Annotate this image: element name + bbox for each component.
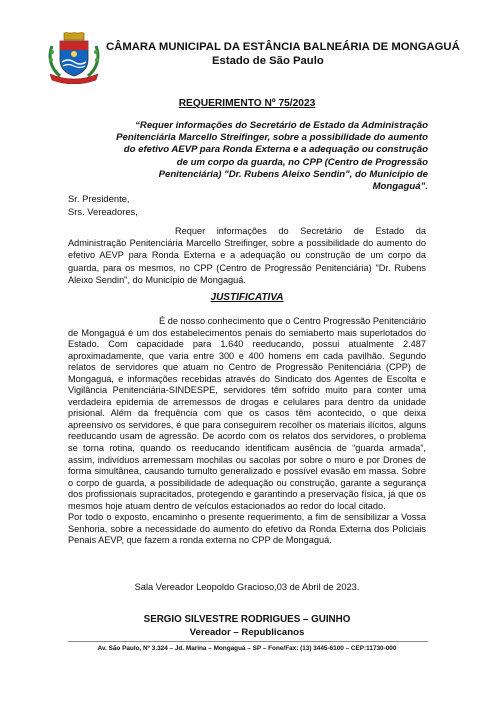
salutation-councilors: Srs. Vereadores, <box>68 205 138 217</box>
footer-address: Av. São Paulo, Nº 3.324 – Jd. Marina – Mongaguá – SP – Fone/Fax: (13) 3445-6100 – CEP:11730-000 <box>97 645 397 652</box>
footer-divider <box>68 641 428 642</box>
requerimento-number: REQUERIMENTO Nº 75/2023 <box>178 98 316 109</box>
justificativa-body <box>68 316 426 547</box>
state-subtitle: Estado de São Paulo <box>212 55 324 67</box>
requerimento-ementa: “Requer informações do Secretário de Estado da Administração Penitenciária Marcello Streifinger, sobre a possibilidade do aumento do efetivo AEVP para Ronda Externa e a adequação ou construção de um corpo da guarda, no CPP (Centro de Progressão Penitenciária) "Dr. Rubens Aleixo Sendin", do Município de Mongaguá”. <box>116 120 428 193</box>
justificativa-paragraph-2: Por todo o exposto, encaminho o presente requerimento, a fim de sensibilizar a Vossa Senhoria, sobre a necessidade do aumento do efetivo da Ronda Externa dos Policiais Penais AEVP, que fazem a ronda externa no CPP de Mongaguá. <box>68 512 426 546</box>
place-and-date: Sala Vereador Leopoldo Gracioso,03 de Abril de 2023. <box>134 582 360 592</box>
signatory-name: SERGIO SILVESTRE RODRIGUES – GUINHO <box>143 614 351 625</box>
request-body: Requer informações do Secretário de Estado da Administração Penitenciária Marcello Streifinger, sobre a possibilidade do aumento do efetivo AEVP para Ronda Externa e a adequação ou construção de um corpo da guarda, para os mesmos, no CPP (Centro de Progressão Penitenciária) "Dr. Rubens Aleixo Sendin", do Município de Mongaguá. <box>68 226 426 285</box>
coat-of-arms-icon <box>46 32 102 84</box>
chamber-title: CÂMARA MUNICIPAL DA ESTÂNCIA BALNEÁRIA DE MONGAGUÁ <box>106 41 460 53</box>
salutation <box>68 193 138 218</box>
signatory-role: Vereador – Republicanos <box>189 627 305 638</box>
justificativa-paragraph-1: É de nosso conhecimento que o Centro Progressão Penitenciário de Mongaguá é um dos estabelecimentos penais do semiaberto mais superlotados do Estado. Com capacidade para 1.640 reeducando, possui atualmente 2.487 aproximadamente, que varia entre 300 e 400 homens em cada pavilhão. Segundo relatos de servidores que atuam no Centro de Progressão Penitenciária (CPP) de Mongaguá, e informações recebidas através do Sindicato dos Agentes de Escolta e Vigilância Penitenciária-SINDESPE, servidores têm sofrido muito para conter uma verdadeira epidemia de arremessos de drogas e celulares para dentro da unidade prisional. Além da frequência com que os casos têm acontecido, o que deixa apreensivo os servidores, é que para conseguirem recolher os materiais ilícitos, alguns reeducando usam de agressão. De acordo com os relatos dos servidores, o problema se torna rotina, quando os reeducando identificam ausência de “guarda armada”, assim, indivíduos arremessam mochilas ou sacolas por sobre o muro e por Drones de forma simultânea, causando tumulto generalizado e possível evasão em massa. Sobre o corpo de guarda, a possibilidade de adequação ou construção, garante a segurança dos profissionais supracitados, protegendo e garantindo a preservação física, já que os mesmos hoje atuam dentro de veículos estacionados ao redor do local citado. <box>68 316 426 511</box>
justificativa-heading: JUSTIFICATIVA <box>210 292 284 303</box>
salutation-president: Sr. Presidente, <box>68 193 130 204</box>
